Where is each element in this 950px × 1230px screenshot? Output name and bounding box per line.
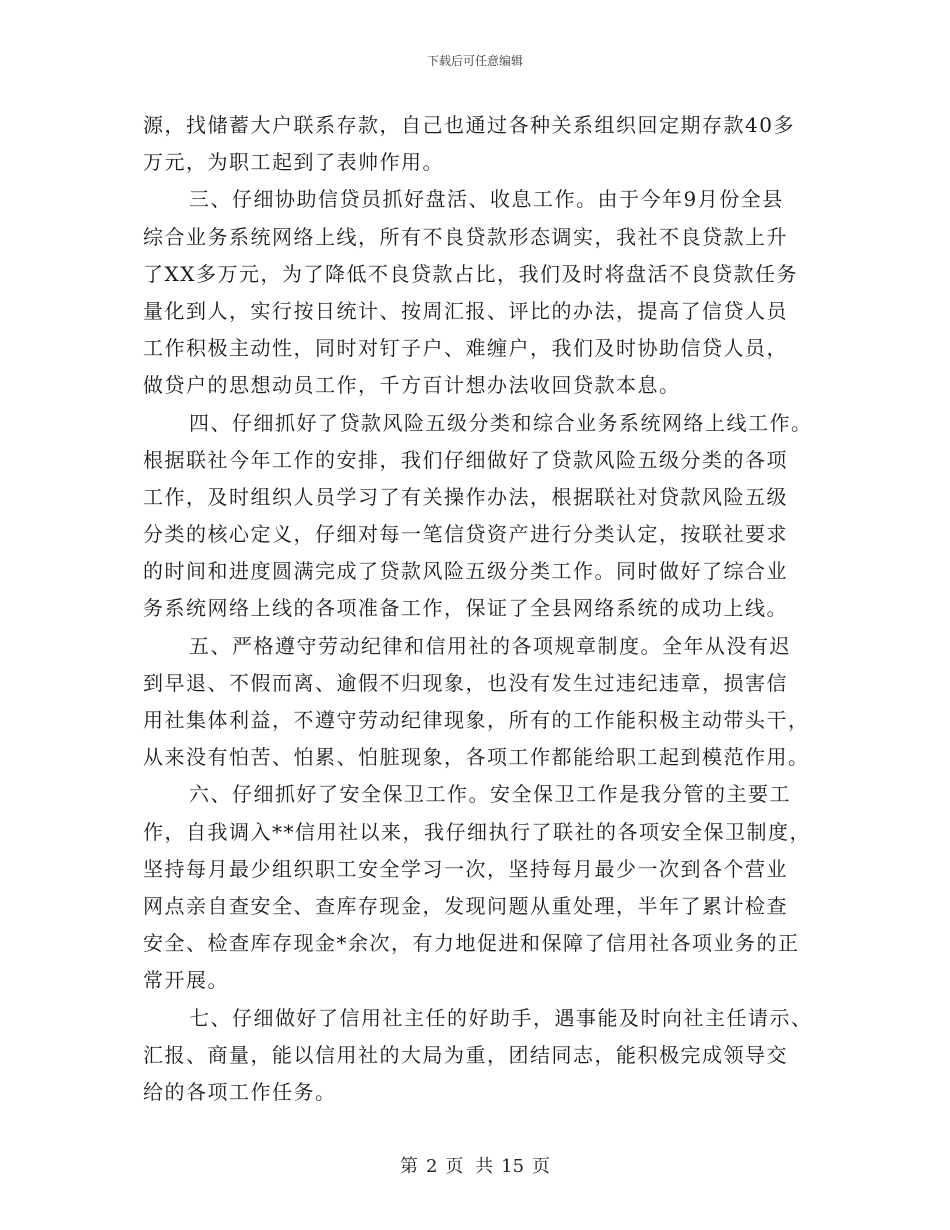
- text-line: 常开展。: [143, 968, 229, 993]
- text-line: 从来没有怕苦、怕累、怕脏现象，各项工作都能给职工起到模范作用。: [143, 745, 810, 770]
- text-line: 给的各项工作任务。: [143, 1079, 337, 1104]
- paragraph: [143, 181, 813, 404]
- text-line: 量化到人，实行按日统计、按周汇报、评比的办法，提高了信贷人员: [143, 298, 788, 323]
- text-line: 网点亲自查安全、查库存现金，发现问题从重处理，半年了累计检查: [143, 893, 788, 918]
- text-line: 做贷户的思想动员工作，千方百计想办法收回贷款本息。: [143, 373, 681, 398]
- text-line: 七、仔细做好了信用社主任的好助手，遇事能及时向社主任请示、: [189, 1005, 813, 1030]
- footer-prefix: 第: [399, 1156, 418, 1177]
- paragraph: [143, 776, 813, 999]
- paragraph: [143, 107, 813, 181]
- text-line: 根据联社今年工作的安排，我们仔细做好了贷款风险五级分类的各项: [143, 447, 788, 472]
- text-line: 务系统网络上线的各项准备工作，保证了全县网络系统的成功上线。: [143, 596, 788, 621]
- page-footer: [0, 1156, 950, 1178]
- footer-middle: 页 共: [445, 1156, 494, 1177]
- text-line: 了XX多万元，为了降低不良贷款占比，我们及时将盘活不良贷款任务: [143, 261, 798, 286]
- text-line: 到早退、不假而离、逾假不归现象，也没有发生过违纪违章，损害信: [143, 670, 788, 695]
- document-body: [143, 107, 813, 1111]
- text-line: 三、仔细协助信贷员抓好盘活、收息工作。由于今年9月份全县: [189, 187, 784, 212]
- text-line: 综合业务系统网络上线，所有不良贷款形态调实，我社不良贷款上升: [143, 224, 788, 249]
- paragraph: [143, 628, 813, 777]
- text-line: 的时间和进度圆满完成了贷款风险五级分类工作。同时做好了综合业: [143, 559, 788, 584]
- page-header: 下载后可任意编辑: [426, 54, 523, 68]
- page-number: 2: [425, 1156, 438, 1177]
- text-line: 作，自我调入**信用社以来，我仔细执行了联社的各项安全保卫制度，: [143, 819, 811, 844]
- text-line: 源，找储蓄大户联系存款，自己也通过各种关系组织回定期存款40多: [143, 113, 795, 137]
- text-line: 万元，为职工起到了表帅作用。: [143, 150, 444, 175]
- text-line: 四、仔细抓好了贷款风险五级分类和综合业务系统网络上线工作。: [189, 410, 813, 435]
- footer-suffix: 页: [532, 1156, 551, 1177]
- text-line: 六、仔细抓好了安全保卫工作。安全保卫工作是我分管的主要工: [189, 782, 791, 807]
- text-line: 工作，及时组织人员学习了有关操作办法，根据联社对贷款风险五级: [143, 484, 788, 509]
- paragraph: [143, 1000, 813, 1112]
- text-line: 分类的核心定义，仔细对每一笔信贷资产进行分类认定，按联社要求: [143, 522, 788, 547]
- text-line: 工作积极主动性，同时对钉子户、难缠户，我们及时协助信贷人员，: [143, 336, 788, 361]
- total-pages: 15: [501, 1156, 525, 1177]
- paragraph: [143, 405, 813, 628]
- text-line: 安全、检查库存现金*余次，有力地促进和保障了信用社各项业务的正: [143, 931, 800, 956]
- text-line: 五、严格遵守劳动纪律和信用社的各项规章制度。全年从没有迟: [189, 633, 791, 658]
- text-line: 汇报、商量，能以信用社的大局为重，团结同志，能积极完成领导交: [143, 1042, 788, 1067]
- text-line: 用社集体利益，不遵守劳动纪律现象，所有的工作能积极主动带头干，: [143, 708, 810, 732]
- text-line: 坚持每月最少组织职工安全学习一次，坚持每月最少一次到各个营业: [143, 856, 788, 881]
